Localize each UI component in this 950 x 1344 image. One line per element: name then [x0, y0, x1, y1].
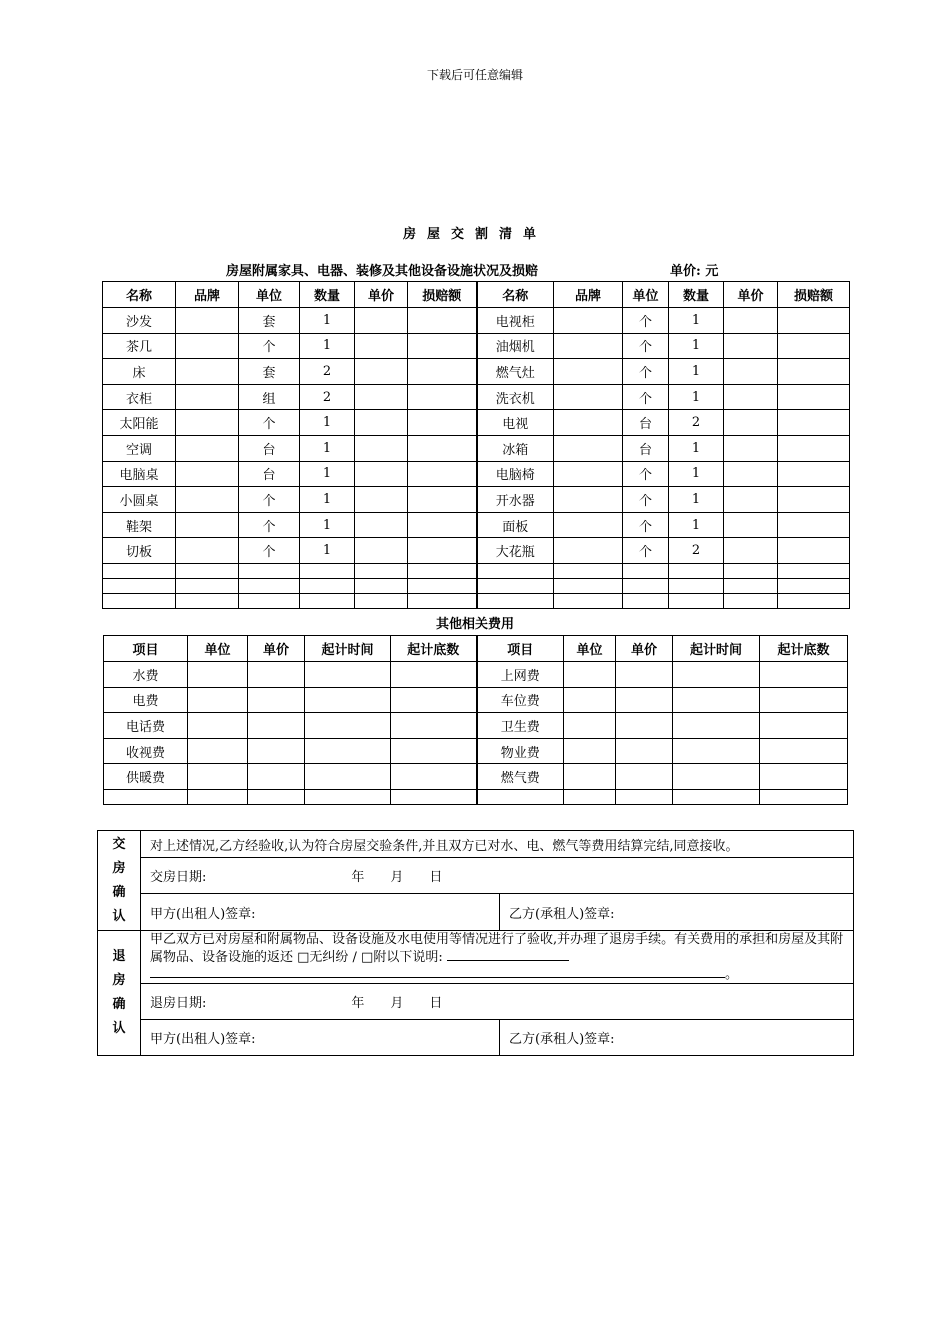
- fees-row: [104, 662, 848, 688]
- fees-cell: [248, 764, 305, 790]
- furniture-cell: 洗衣机: [477, 384, 554, 410]
- furniture-cell: 床: [103, 359, 176, 385]
- fees-cell: [305, 789, 391, 804]
- furniture-cell: [300, 563, 355, 578]
- furniture-cell: [623, 563, 669, 578]
- fees-cell: [391, 713, 477, 739]
- fees-cell: [616, 687, 673, 713]
- furniture-cell: [778, 593, 850, 608]
- furniture-cell: [176, 333, 239, 359]
- fees-column-header: 单价: [616, 636, 673, 662]
- furniture-cell: 大花瓶: [477, 538, 554, 564]
- furniture-cell: [408, 593, 477, 608]
- handover-date-row: [141, 858, 854, 894]
- furniture-cell: 太阳能: [103, 410, 176, 436]
- return-date-label: 退房日期:: [150, 996, 207, 1011]
- fees-cell: 上网费: [477, 662, 564, 688]
- return-date-units: 年 月 日: [351, 996, 443, 1011]
- fees-cell: [760, 789, 848, 804]
- furniture-cell: [778, 538, 850, 564]
- furniture-cell: [176, 410, 239, 436]
- return-date-row: [141, 984, 854, 1020]
- furniture-column-header: 名称: [477, 282, 554, 308]
- furniture-header-row: [103, 282, 850, 308]
- furniture-cell: 2: [669, 538, 724, 564]
- furniture-cell: [477, 563, 554, 578]
- furniture-cell: [355, 538, 408, 564]
- furniture-cell: [176, 384, 239, 410]
- furniture-cell: [355, 333, 408, 359]
- furniture-cell: [408, 308, 477, 334]
- furniture-cell: [176, 487, 239, 513]
- fees-cell: [305, 713, 391, 739]
- furniture-cell: [355, 578, 408, 593]
- furniture-cell: [554, 410, 623, 436]
- furniture-cell: [300, 593, 355, 608]
- furniture-row: [103, 512, 850, 538]
- fees-column-header: 起计底数: [760, 636, 848, 662]
- return-statement: 甲乙双方已对房屋和附属物品、设备设施及水电使用等情况进行了验收,并办理了退房手续。有关费用的承担和房屋及其附属物品、设备设施的返还 □无纠纷 / □附以下说明: 。: [141, 931, 854, 984]
- furniture-cell: 小圆桌: [103, 487, 176, 513]
- furniture-empty-row: [103, 578, 850, 593]
- furniture-cell: [724, 461, 778, 487]
- furniture-cell: [623, 593, 669, 608]
- furniture-empty-row: [103, 563, 850, 578]
- furniture-cell: 个: [239, 487, 300, 513]
- furniture-cell: [724, 563, 778, 578]
- fees-cell: [188, 738, 248, 764]
- furniture-cell: [724, 435, 778, 461]
- fees-row: [104, 764, 848, 790]
- furniture-cell: [408, 333, 477, 359]
- furniture-cell: [554, 563, 623, 578]
- fees-cell: 电话费: [104, 713, 188, 739]
- furniture-column-header: 损赔额: [778, 282, 850, 308]
- furniture-cell: 2: [669, 410, 724, 436]
- furniture-cell: [554, 359, 623, 385]
- fees-cell: [188, 713, 248, 739]
- furniture-cell: [669, 578, 724, 593]
- furniture-row: [103, 410, 850, 436]
- furniture-cell: 1: [300, 461, 355, 487]
- furniture-cell: [103, 563, 176, 578]
- furniture-cell: 油烟机: [477, 333, 554, 359]
- fees-cell: [760, 662, 848, 688]
- furniture-cell: 电视: [477, 410, 554, 436]
- furniture-cell: [724, 410, 778, 436]
- fees-cell: [248, 713, 305, 739]
- furniture-cell: 个: [623, 384, 669, 410]
- fees-cell: [248, 738, 305, 764]
- furniture-row: [103, 359, 850, 385]
- furniture-cell: [355, 410, 408, 436]
- furniture-cell: 1: [669, 435, 724, 461]
- furniture-cell: [355, 384, 408, 410]
- fees-cell: 收视费: [104, 738, 188, 764]
- furniture-cell: [239, 563, 300, 578]
- furniture-column-header: 单位: [623, 282, 669, 308]
- fees-cell: [248, 687, 305, 713]
- fees-cell: [188, 662, 248, 688]
- furniture-cell: 个: [623, 308, 669, 334]
- fees-cell: [305, 662, 391, 688]
- fees-cell: [564, 687, 616, 713]
- fees-cell: [391, 662, 477, 688]
- furniture-table: [102, 281, 850, 609]
- fees-cell: [673, 738, 760, 764]
- furniture-cell: [778, 487, 850, 513]
- furniture-cell: 个: [623, 461, 669, 487]
- fees-cell: [104, 789, 188, 804]
- furniture-cell: [724, 593, 778, 608]
- furniture-cell: 开水器: [477, 487, 554, 513]
- furniture-cell: 沙发: [103, 308, 176, 334]
- furniture-cell: [176, 512, 239, 538]
- furniture-row: [103, 487, 850, 513]
- furniture-cell: [554, 512, 623, 538]
- furniture-cell: [355, 593, 408, 608]
- furniture-cell: [408, 538, 477, 564]
- furniture-cell: 衣柜: [103, 384, 176, 410]
- furniture-cell: [355, 435, 408, 461]
- furniture-cell: 套: [239, 359, 300, 385]
- handover-party-b: 乙方(承租人)签章:: [500, 894, 854, 931]
- furniture-cell: 套: [239, 308, 300, 334]
- furniture-cell: [408, 578, 477, 593]
- furniture-cell: 个: [239, 538, 300, 564]
- return-party-a: 甲方(出租人)签章:: [141, 1020, 500, 1056]
- furniture-cell: 1: [300, 435, 355, 461]
- furniture-column-header: 数量: [669, 282, 724, 308]
- fees-cell: [564, 789, 616, 804]
- furniture-cell: [176, 593, 239, 608]
- furniture-cell: [724, 384, 778, 410]
- fees-column-header: 项目: [477, 636, 564, 662]
- furniture-cell: [724, 538, 778, 564]
- fees-cell: 卫生费: [477, 713, 564, 739]
- fees-cell: [616, 738, 673, 764]
- fees-cell: [673, 687, 760, 713]
- furniture-cell: [623, 578, 669, 593]
- furniture-cell: [778, 384, 850, 410]
- furniture-cell: [669, 593, 724, 608]
- furniture-cell: 面板: [477, 512, 554, 538]
- fees-empty-row: [104, 789, 848, 804]
- furniture-cell: [176, 578, 239, 593]
- fees-cell: [760, 713, 848, 739]
- furniture-cell: 个: [239, 333, 300, 359]
- furniture-cell: [103, 578, 176, 593]
- furniture-cell: 个: [623, 538, 669, 564]
- fees-cell: 车位费: [477, 687, 564, 713]
- fees-cell: 电费: [104, 687, 188, 713]
- furniture-cell: 个: [239, 410, 300, 436]
- fees-cell: [616, 662, 673, 688]
- fees-cell: [564, 713, 616, 739]
- furniture-cell: 燃气灶: [477, 359, 554, 385]
- furniture-cell: [724, 359, 778, 385]
- furniture-cell: [778, 578, 850, 593]
- explanation-blank-line-2: [150, 967, 725, 978]
- fees-cell: [673, 662, 760, 688]
- furniture-cell: [239, 593, 300, 608]
- fees-cell: [188, 764, 248, 790]
- handover-date-units: 年 月 日: [351, 870, 443, 885]
- furniture-cell: [408, 563, 477, 578]
- fees-cell: [248, 662, 305, 688]
- fees-column-header: 单价: [248, 636, 305, 662]
- page-header: 下载后可任意编辑: [426, 68, 523, 82]
- furniture-row: [103, 538, 850, 564]
- furniture-cell: 个: [623, 487, 669, 513]
- furniture-cell: [554, 333, 623, 359]
- furniture-cell: [554, 487, 623, 513]
- furniture-cell: [176, 461, 239, 487]
- furniture-cell: 1: [300, 487, 355, 513]
- furniture-column-header: 名称: [103, 282, 176, 308]
- fees-cell: 燃气费: [477, 764, 564, 790]
- furniture-cell: 空调: [103, 435, 176, 461]
- fees-subtitle: 其他相关费用: [435, 617, 514, 632]
- furniture-cell: [724, 308, 778, 334]
- furniture-cell: 1: [669, 461, 724, 487]
- return-party-b: 乙方(承租人)签章:: [500, 1020, 854, 1056]
- fees-cell: [391, 789, 477, 804]
- furniture-cell: [778, 333, 850, 359]
- fees-cell: [305, 687, 391, 713]
- fees-cell: [673, 713, 760, 739]
- furniture-cell: [554, 578, 623, 593]
- furniture-cell: 1: [300, 308, 355, 334]
- furniture-cell: 个: [239, 512, 300, 538]
- furniture-cell: [554, 435, 623, 461]
- furniture-cell: 1: [300, 538, 355, 564]
- fees-cell: [391, 764, 477, 790]
- handover-side-label: 交 房 确 认: [98, 831, 141, 931]
- fees-column-header: 项目: [104, 636, 188, 662]
- furniture-cell: [554, 538, 623, 564]
- furniture-cell: 台: [239, 435, 300, 461]
- furniture-cell: [176, 538, 239, 564]
- furniture-row: [103, 461, 850, 487]
- furniture-cell: 1: [669, 384, 724, 410]
- furniture-cell: 台: [239, 461, 300, 487]
- fees-cell: [391, 738, 477, 764]
- furniture-cell: [408, 384, 477, 410]
- furniture-cell: [724, 512, 778, 538]
- furniture-column-header: 品牌: [176, 282, 239, 308]
- furniture-subtitle: 房屋附属家具、电器、装修及其他设备设施状况及损赔: [226, 264, 539, 279]
- furniture-cell: 1: [669, 333, 724, 359]
- fees-cell: [305, 764, 391, 790]
- fees-column-header: 起计时间: [673, 636, 760, 662]
- furniture-row: [103, 435, 850, 461]
- furniture-cell: 个: [623, 512, 669, 538]
- fees-cell: [616, 764, 673, 790]
- furniture-cell: [724, 578, 778, 593]
- furniture-cell: 1: [669, 487, 724, 513]
- furniture-cell: [408, 435, 477, 461]
- furniture-cell: 电脑椅: [477, 461, 554, 487]
- fees-cell: [564, 738, 616, 764]
- furniture-cell: 2: [300, 384, 355, 410]
- furniture-cell: [355, 512, 408, 538]
- furniture-cell: [778, 435, 850, 461]
- furniture-cell: [408, 512, 477, 538]
- furniture-cell: [778, 563, 850, 578]
- document-title: 房屋交割清单: [402, 227, 547, 242]
- furniture-cell: [778, 410, 850, 436]
- return-side-label: 退 房 确 认: [98, 931, 141, 1056]
- furniture-cell: [408, 461, 477, 487]
- handover-statement: 对上述情况,乙方经验收,认为符合房屋交验条件,并且双方已对水、电、燃气等费用结算完结,同意接收。: [141, 831, 854, 858]
- furniture-cell: 个: [623, 359, 669, 385]
- fees-cell: [188, 789, 248, 804]
- furniture-column-header: 单位: [239, 282, 300, 308]
- furniture-cell: [477, 593, 554, 608]
- furniture-cell: [300, 578, 355, 593]
- furniture-cell: [778, 359, 850, 385]
- fees-cell: [391, 687, 477, 713]
- furniture-cell: [239, 578, 300, 593]
- furniture-cell: 个: [623, 333, 669, 359]
- furniture-cell: [408, 410, 477, 436]
- furniture-cell: 台: [623, 410, 669, 436]
- furniture-cell: 冰箱: [477, 435, 554, 461]
- furniture-cell: [669, 563, 724, 578]
- handover-date-label: 交房日期:: [150, 870, 207, 885]
- furniture-cell: 2: [300, 359, 355, 385]
- furniture-cell: 1: [669, 308, 724, 334]
- furniture-cell: [408, 359, 477, 385]
- confirmation-table: [97, 830, 854, 1056]
- fees-cell: [616, 713, 673, 739]
- furniture-cell: 1: [300, 333, 355, 359]
- fees-table: [103, 635, 848, 805]
- furniture-cell: 1: [669, 512, 724, 538]
- fees-cell: [564, 662, 616, 688]
- furniture-cell: [778, 461, 850, 487]
- furniture-cell: 鞋架: [103, 512, 176, 538]
- furniture-cell: [554, 461, 623, 487]
- furniture-column-header: 单价: [724, 282, 778, 308]
- fees-cell: 供暖费: [104, 764, 188, 790]
- fees-column-header: 单位: [188, 636, 248, 662]
- furniture-column-header: 损赔额: [408, 282, 477, 308]
- furniture-cell: [355, 461, 408, 487]
- furniture-cell: [554, 593, 623, 608]
- fees-row: [104, 687, 848, 713]
- furniture-cell: [477, 578, 554, 593]
- furniture-cell: [103, 593, 176, 608]
- furniture-cell: 电脑桌: [103, 461, 176, 487]
- furniture-row: [103, 384, 850, 410]
- furniture-cell: 1: [669, 359, 724, 385]
- fees-cell: [673, 764, 760, 790]
- furniture-row: [103, 308, 850, 334]
- fees-cell: [248, 789, 305, 804]
- fees-row: [104, 713, 848, 739]
- furniture-cell: 1: [300, 410, 355, 436]
- furniture-cell: [355, 487, 408, 513]
- furniture-cell: 切板: [103, 538, 176, 564]
- furniture-cell: [724, 333, 778, 359]
- furniture-cell: [355, 308, 408, 334]
- furniture-row: [103, 333, 850, 359]
- fees-cell: [564, 764, 616, 790]
- fees-cell: [305, 738, 391, 764]
- furniture-cell: 台: [623, 435, 669, 461]
- explanation-blank-line: [447, 948, 569, 961]
- fees-column-header: 单位: [564, 636, 616, 662]
- fees-cell: [673, 789, 760, 804]
- fees-row: [104, 738, 848, 764]
- furniture-cell: [355, 359, 408, 385]
- furniture-cell: 电视柜: [477, 308, 554, 334]
- furniture-cell: [778, 512, 850, 538]
- fees-cell: [477, 789, 564, 804]
- furniture-cell: [554, 384, 623, 410]
- furniture-column-header: 品牌: [554, 282, 623, 308]
- fees-cell: 水费: [104, 662, 188, 688]
- fees-cell: [616, 789, 673, 804]
- fees-cell: 物业费: [477, 738, 564, 764]
- furniture-column-header: 数量: [300, 282, 355, 308]
- fees-cell: [760, 738, 848, 764]
- unit-price-label: 单价: 元: [670, 264, 719, 279]
- furniture-cell: 1: [300, 512, 355, 538]
- fees-cell: [760, 687, 848, 713]
- furniture-cell: [778, 308, 850, 334]
- furniture-cell: [408, 487, 477, 513]
- furniture-empty-row: [103, 593, 850, 608]
- furniture-cell: [554, 308, 623, 334]
- fees-cell: [188, 687, 248, 713]
- fees-header-row: [104, 636, 848, 662]
- furniture-cell: [355, 563, 408, 578]
- handover-party-a: 甲方(出租人)签章:: [141, 894, 500, 931]
- furniture-cell: [176, 308, 239, 334]
- furniture-cell: [176, 563, 239, 578]
- fees-cell: [760, 764, 848, 790]
- furniture-cell: [724, 487, 778, 513]
- furniture-cell: [176, 435, 239, 461]
- furniture-cell: 组: [239, 384, 300, 410]
- fees-column-header: 起计时间: [305, 636, 391, 662]
- furniture-cell: 茶几: [103, 333, 176, 359]
- furniture-column-header: 单价: [355, 282, 408, 308]
- fees-column-header: 起计底数: [391, 636, 477, 662]
- furniture-cell: [176, 359, 239, 385]
